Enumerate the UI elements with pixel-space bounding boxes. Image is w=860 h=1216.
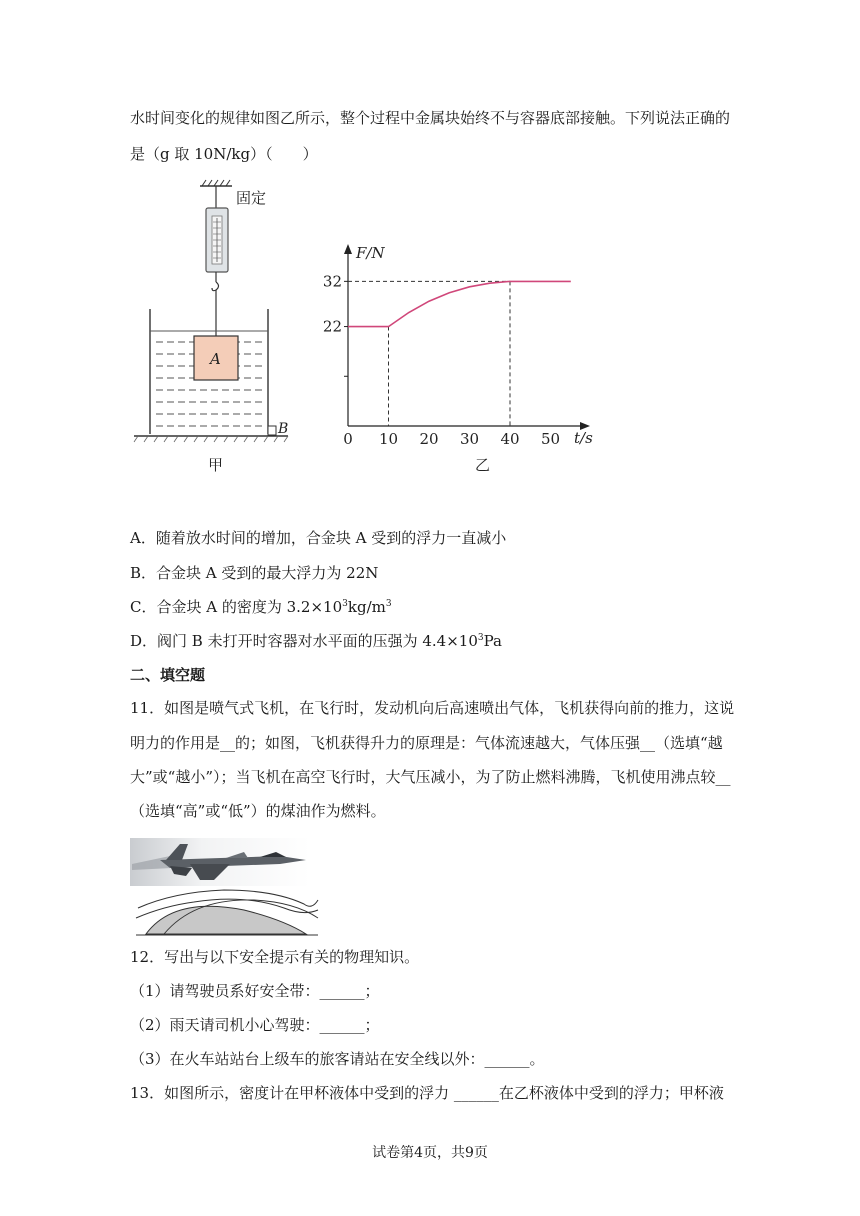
q11-line-4: （选填“高”或“低”）的煤油作为燃料。	[130, 802, 386, 820]
q11-line-1: 11．如图是喷气式飞机，在飞行时，发动机向后高速喷出气体，飞机获得向前的推力，这说	[130, 699, 735, 717]
option-d	[130, 631, 502, 651]
option-c-unit-exponent: 3	[385, 599, 392, 609]
q12-stem: 12．写出与以下安全提示有关的物理知识。	[130, 948, 420, 966]
figure-jia	[132, 176, 302, 476]
valve-b	[268, 426, 276, 435]
chart-axes	[344, 244, 590, 430]
block-a-label: A	[210, 350, 221, 368]
x-tick-label-2: 20	[419, 430, 439, 448]
option-c-letter: C	[130, 598, 142, 616]
intro-line-2: 是（g 取 10N/kg）（ ）	[130, 145, 318, 163]
valve-b-label: B	[278, 421, 289, 437]
section-heading: 二、填空题	[130, 666, 206, 684]
intro-line-1: 水时间变化的规律如图乙所示，整个过程中金属块始终不与容器底部接触。下列说法正确的	[130, 109, 731, 127]
q12-item-1: （1）请驾驶员系好安全带：______；	[130, 982, 380, 1000]
chart-series-line	[348, 281, 571, 326]
x-tick-label-0: 0	[343, 430, 353, 448]
airfoil-diagram	[134, 888, 320, 938]
chart-y-label: F/N	[356, 244, 385, 262]
y-tick-label-0: 22	[322, 317, 342, 336]
option-c-unit: kg/m	[347, 598, 386, 616]
option-d-letter: D	[130, 632, 143, 650]
option-b-letter: B	[130, 564, 142, 582]
chart-caption: 乙	[475, 456, 491, 474]
q13-line-1: 13．如图所示，密度计在甲杯液体中受到的浮力 ______在乙杯液体中受到的浮力；甲杯液	[130, 1084, 724, 1102]
option-d-text: ．阀门 B 未打开时容器对水平面的压强为 4.4×10	[142, 632, 478, 650]
figure-yi-chart	[320, 236, 610, 476]
page-footer: 试卷第4页，共9页	[372, 1145, 488, 1161]
fixed-label: 固定	[236, 189, 267, 207]
option-c-exponent: 3	[342, 599, 348, 609]
chart-x-label: t/s	[574, 429, 593, 447]
ground	[134, 436, 288, 442]
option-a	[130, 528, 506, 548]
figure-jia-caption: 甲	[208, 456, 224, 474]
x-tick-label-5: 50	[540, 430, 561, 448]
option-c-text: ．合金块 A 的密度为 3.2×10	[141, 598, 343, 616]
option-c	[130, 597, 392, 617]
option-a-letter: A	[130, 529, 141, 547]
q11-line-3: 大”或“越小”）；当飞机在高空飞行时，大气压减小，为了防止燃料沸腾，飞机使用沸点较__	[130, 768, 731, 786]
x-tick-label-4: 40	[500, 430, 520, 448]
q11-line-2: 明力的作用是__的；如图，飞机获得升力的原理是：气体流速越大，气体压强__（选填“越	[130, 734, 723, 752]
option-d-exponent: 3	[477, 633, 484, 643]
option-a-text: ．随着放水时间的增加，合金块 A 受到的浮力一直减小	[140, 529, 507, 547]
x-tick-label-3: 30	[459, 430, 480, 448]
jet-fighter-image	[130, 830, 310, 890]
option-b	[130, 563, 378, 583]
spring-scale	[206, 208, 228, 291]
chart-x-ticks	[343, 430, 560, 448]
ceiling-mount	[200, 180, 232, 208]
q12-item-2: （2）雨天请司机小心驾驶：______；	[130, 1016, 380, 1034]
chart-guides	[348, 281, 510, 426]
x-tick-label-1: 10	[378, 430, 399, 448]
option-d-unit: Pa	[483, 632, 502, 650]
option-b-text: ．合金块 A 受到的最大浮力为 22N	[141, 564, 379, 582]
chart-y-ticks	[323, 272, 348, 376]
y-tick-label-1: 32	[322, 272, 342, 291]
q12-item-3: （3）在火车站站台上级车的旅客请站在安全线以外：______。	[130, 1050, 545, 1068]
